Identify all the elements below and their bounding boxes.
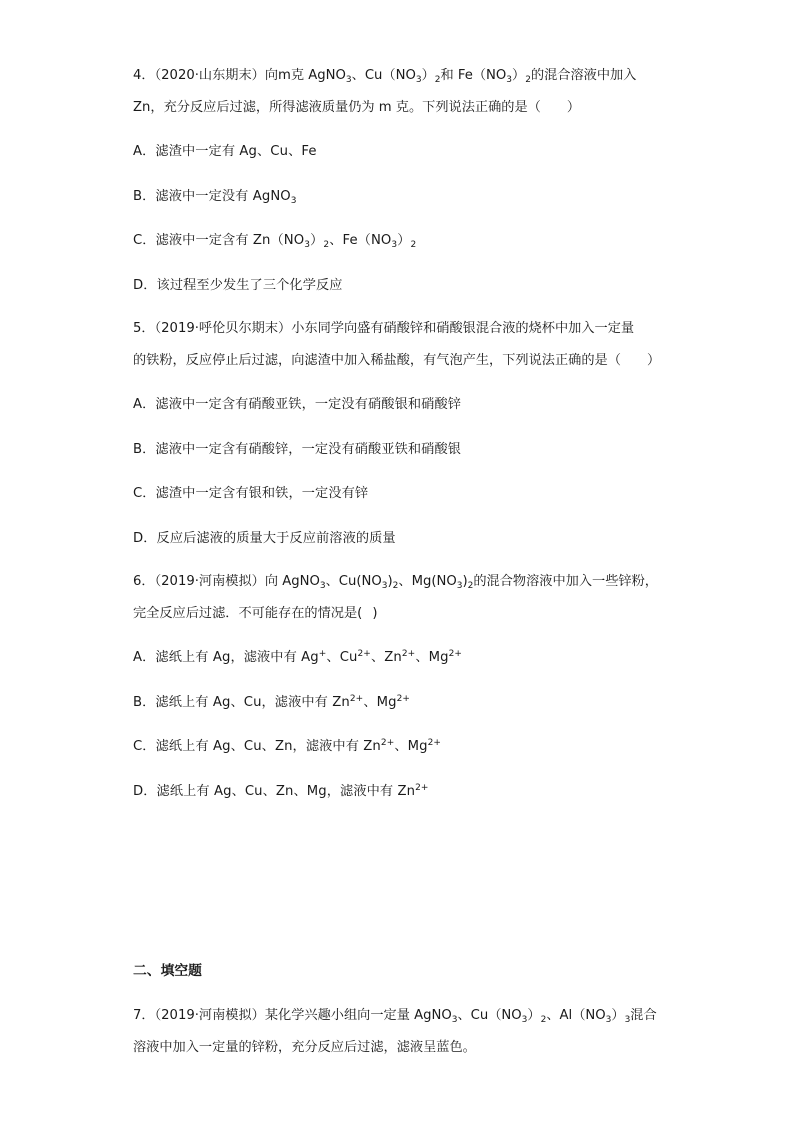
q5-option-a: A．滤液中一定含有硝酸亚铁，一定没有硝酸银和硝酸锌 <box>133 397 462 412</box>
q4-option-a: A．滤渣中一定有 Ag、Cu、Fe <box>133 144 317 159</box>
q5-stem-line1: 5．（2019·呼伦贝尔期末）小东同学向盛有硝酸锌和硝酸银混合液的烧杯中加入一定量 <box>133 321 635 336</box>
q4-option-c: C．滤液中一定含有 $Zn(NO_3)_2$、$Fe(NO_3)_2$ <box>133 233 417 250</box>
q6-option-a: A．滤纸上有 Ag，滤液中有 Ag+、$Cu^{2+}$、$Zn^{2+}$、$Mg^{2+}$ <box>133 649 463 665</box>
q6-stem-line1: 6．（2019·河南模拟）向 AgNO$_3$、$Cu(NO_3)_2$、$Mg(NO_3)_2$的混合物溶液中加入一些锌粉， <box>133 574 658 591</box>
q5-option-d: D．反应后滤液的质量大于反应前溶液的质量 <box>133 531 396 546</box>
q6-stem-line2: 完全反应后过滤．不可能存在的情况是( ) <box>133 606 378 621</box>
q4-option-d: D．该过程至少发生了三个化学反应 <box>133 278 343 293</box>
q4-stem-line1: 4．（2020·山东期末）向m克 AgNO$_3$、$Cu(NO_3)_2$和 $Fe(NO_3)_2$的混合溶液中加入 <box>133 68 637 85</box>
q5-option-c: C．滤渣中一定含有银和铁，一定没有锌 <box>133 486 369 501</box>
q6-option-b: B．滤纸上有 Ag、Cu，滤液中有 $Zn^{2+}$、$Mg^{2+}$ <box>133 694 411 710</box>
section-heading-fill-in: 二、填空题 <box>133 963 202 979</box>
q5-stem-line2: 的铁粉，反应停止后过滤，向滤渣中加入稀盐酸，有气泡产生，下列说法正确的是（ ） <box>133 353 661 368</box>
q4-option-b: B．滤液中一定没有 AgNO$_3$ <box>133 189 297 206</box>
q7-stem-line1: 7．（2019·河南模拟）某化学兴趣小组向一定量 AgNO$_3$、$Cu(NO_3)_2$、$Al(NO_3)_3$混合 <box>133 1008 657 1025</box>
q4-stem-line2: Zn，充分反应后过滤，所得滤液质量仍为 m 克。下列说法正确的是（ ） <box>133 100 581 115</box>
q7-stem-line2: 溶液中加入一定量的锌粉，充分反应后过滤，滤液呈蓝色。 <box>133 1040 476 1055</box>
q6-option-d: D．滤纸上有 Ag、Cu、Zn、Mg，滤液中有 $Zn^{2+}$ <box>133 783 429 799</box>
q5-option-b: B．滤液中一定含有硝酸锌，一定没有硝酸亚铁和硝酸银 <box>133 442 462 457</box>
q6-option-c: C．滤纸上有 Ag、Cu、Zn，滤液中有 $Zn^{2+}$、$Mg^{2+}$ <box>133 738 442 754</box>
